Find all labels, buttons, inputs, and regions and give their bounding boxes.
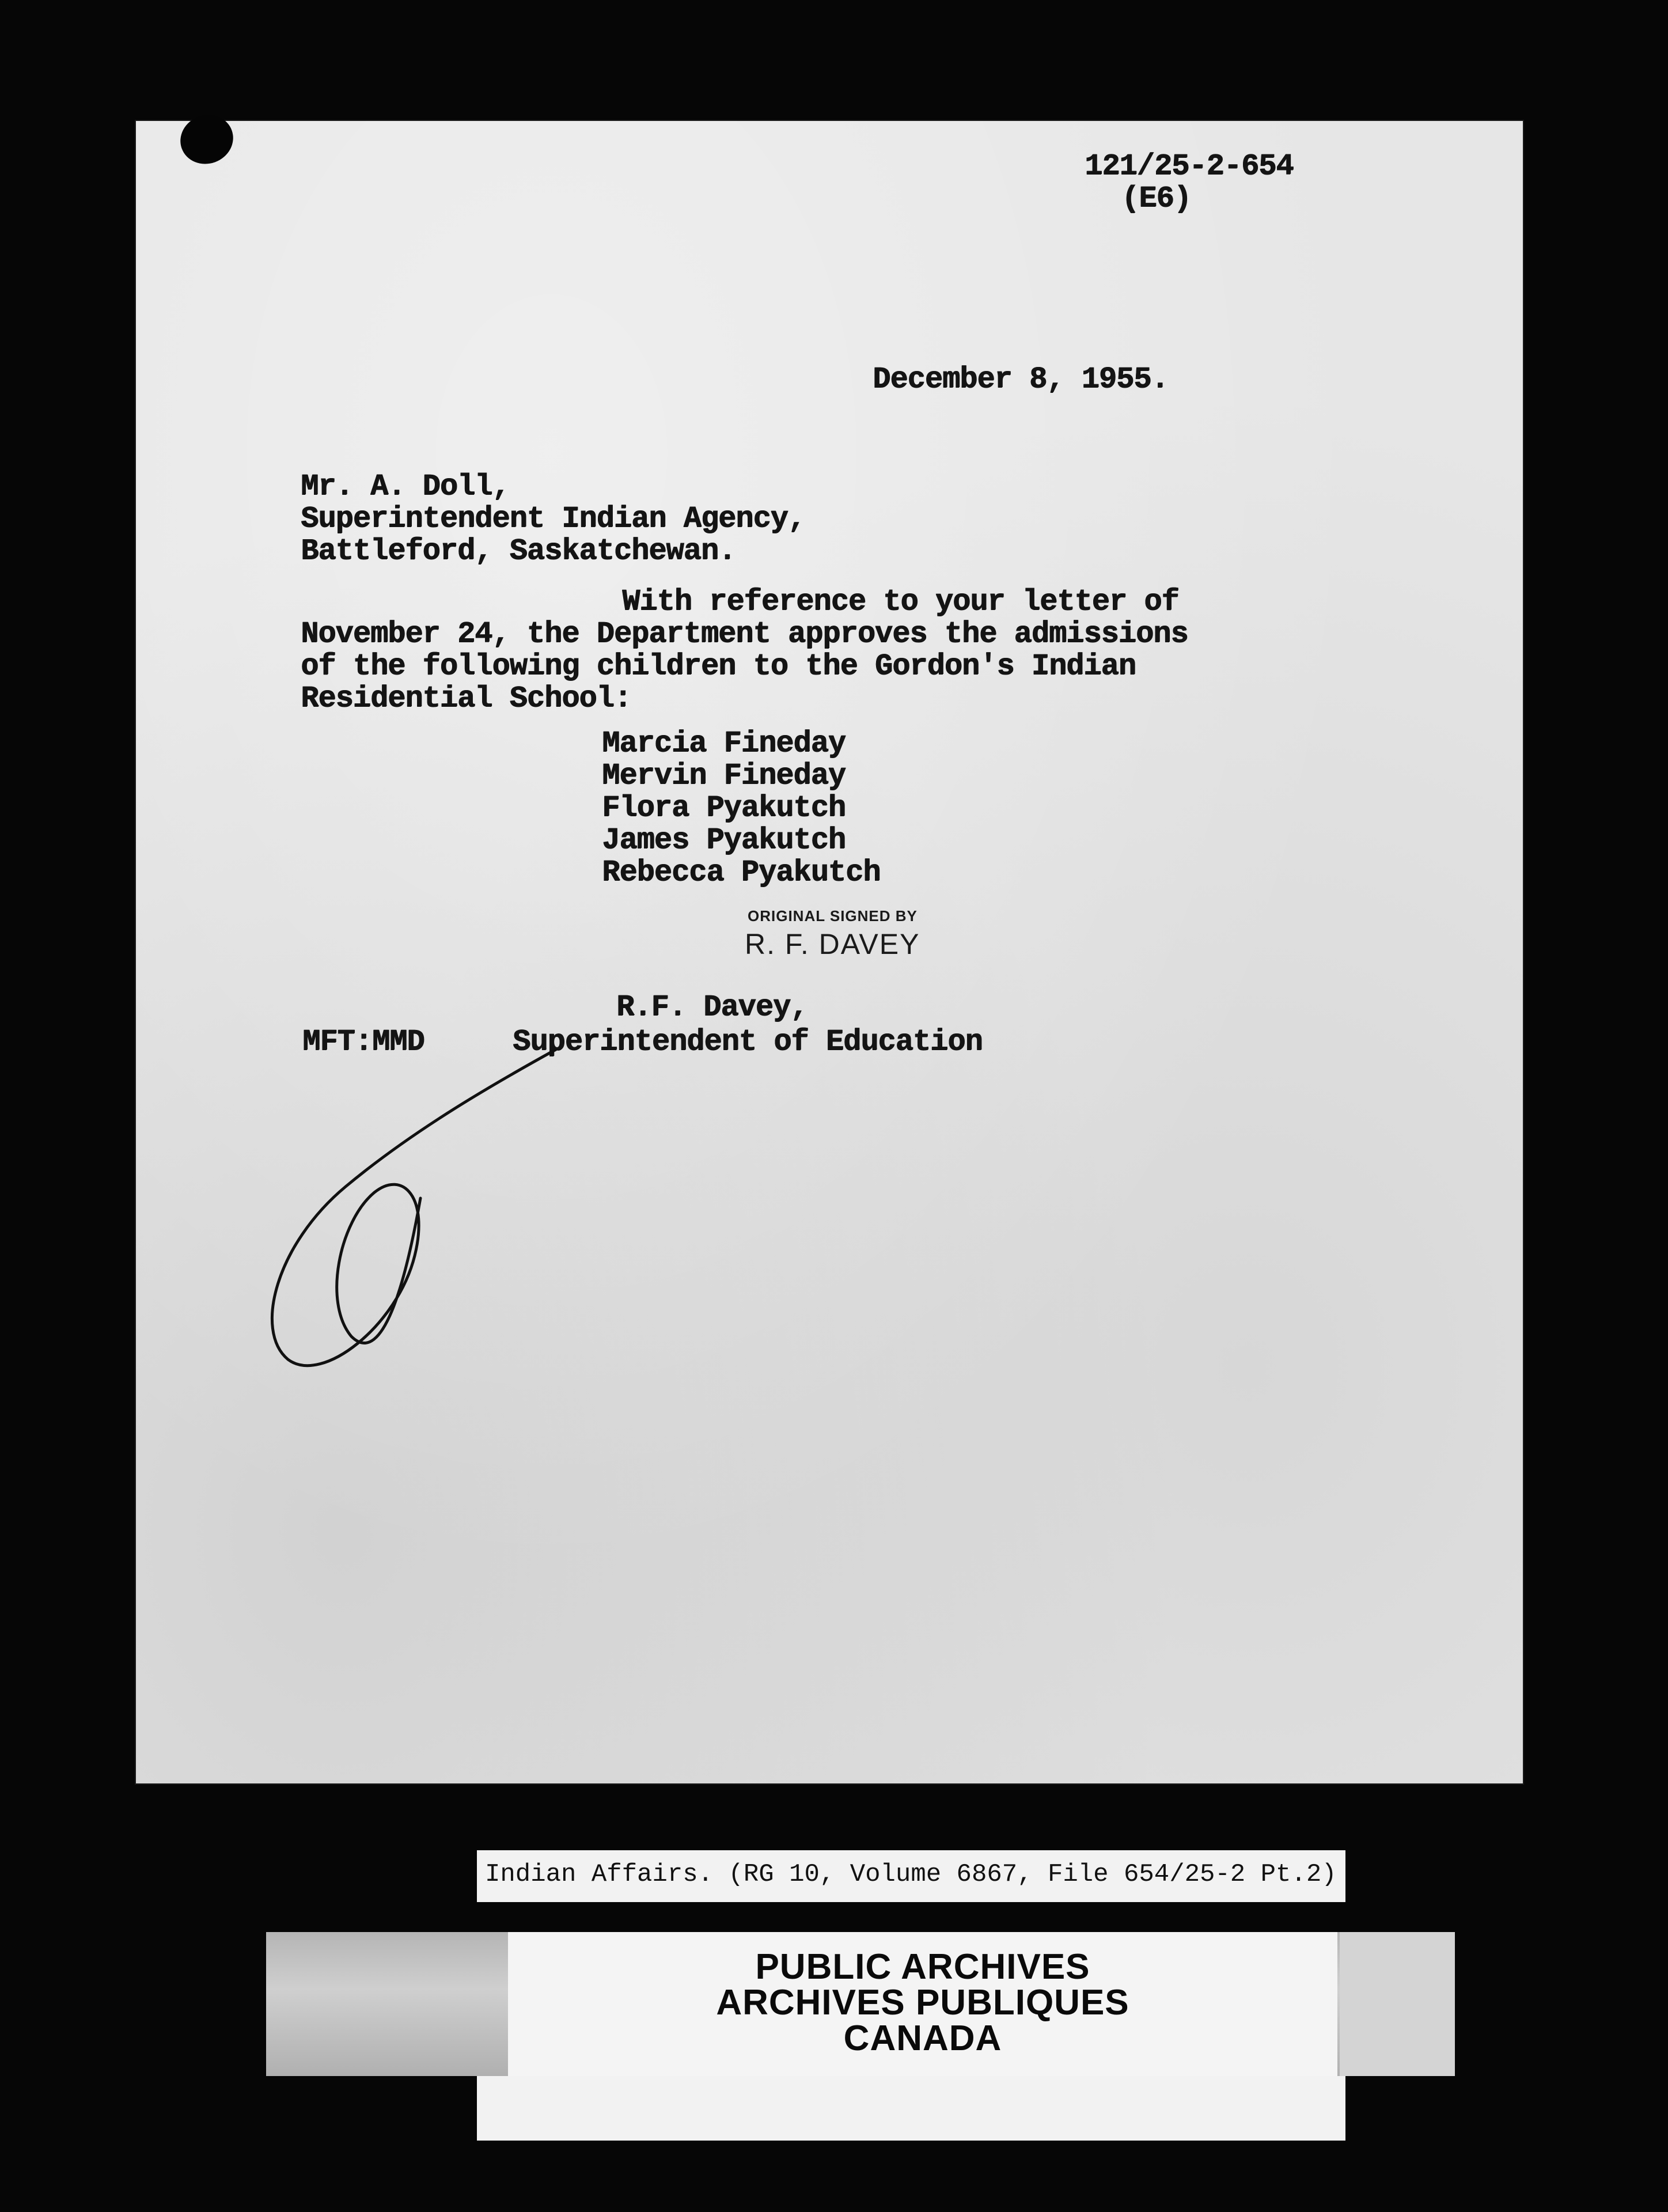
- signatory-title: Superintendent of Education: [513, 1025, 983, 1059]
- body-line: Residential School:: [301, 681, 631, 715]
- file-reference: 121/25-2-654: [1085, 149, 1294, 183]
- body-line: With reference to your letter of: [622, 585, 1179, 619]
- archive-band-end: [1340, 1932, 1455, 2076]
- file-reference-sub: (E6): [1121, 181, 1191, 215]
- child-name: Marcia Fineday: [602, 726, 846, 760]
- letter-date: December 8, 1955.: [873, 362, 1169, 396]
- public-archives-stamp: [508, 1932, 1337, 2076]
- archive-source-label: Indian Affairs. (RG 10, Volume 6867, File 654/25-2 Pt.2): [485, 1860, 1337, 1889]
- archive-stamp-line-english: PUBLIC ARCHIVES: [755, 1947, 1090, 1987]
- child-name: Flora Pyakutch: [602, 791, 846, 825]
- archive-stamp-line-country: CANADA: [843, 2018, 1002, 2058]
- recipient-name: Mr. A. Doll,: [301, 469, 510, 503]
- body-line: of the following children to the Gordon's Indian: [301, 649, 1136, 683]
- original-signed-stamp-label: ORIGINAL SIGNED BY: [748, 907, 918, 925]
- bottom-label-strip: [477, 2076, 1345, 2141]
- recipient-location: Battleford, Saskatchewan.: [301, 534, 736, 568]
- child-name: Mervin Fineday: [602, 759, 846, 793]
- child-name: James Pyakutch: [602, 823, 846, 857]
- original-signed-stamp-name: R. F. DAVEY: [745, 928, 920, 960]
- typist-initials: MFT:MMD: [302, 1025, 424, 1059]
- recipient-title: Superintendent Indian Agency,: [301, 502, 805, 536]
- signatory-name: R.F. Davey,: [616, 990, 808, 1024]
- archive-stamp-line-french: ARCHIVES PUBLIQUES: [716, 1983, 1129, 2022]
- body-line: November 24, the Department approves the admissions: [301, 617, 1188, 651]
- child-name: Rebecca Pyakutch: [602, 855, 881, 889]
